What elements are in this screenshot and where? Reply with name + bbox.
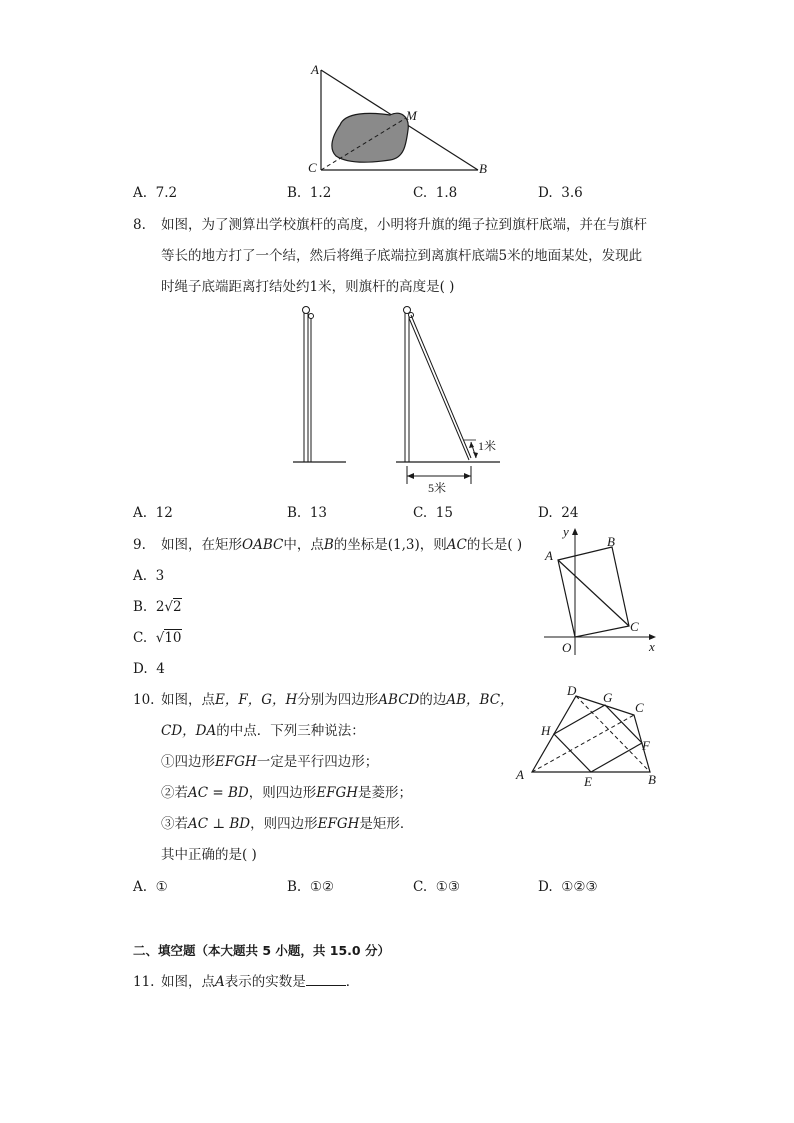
option-value: 7.2 bbox=[155, 185, 178, 201]
label-e: E bbox=[584, 774, 592, 789]
pole-top-left bbox=[303, 307, 310, 314]
y-axis-arrow bbox=[572, 528, 578, 535]
q10-text: 若 bbox=[174, 785, 188, 801]
option-letter: B. bbox=[133, 599, 148, 615]
q11-text: 如图，点 bbox=[161, 974, 215, 990]
q10-number: 10. bbox=[133, 692, 155, 708]
option-value: 1.8 bbox=[435, 185, 458, 201]
q8-stem-line-3: 时绳子底端距离打结处约1米，则旗杆的高度是( ) bbox=[161, 279, 455, 295]
option-value: 12 bbox=[155, 505, 173, 521]
label-c: C bbox=[630, 619, 639, 634]
rope-right-b bbox=[409, 318, 469, 460]
figure-flagpole bbox=[288, 300, 518, 500]
q8-number: 8. bbox=[133, 217, 146, 233]
label-d: D bbox=[567, 683, 577, 698]
q10-quad-efgh: EFGH bbox=[215, 754, 257, 770]
option-value: 3.6 bbox=[561, 185, 583, 201]
q9-segment-ac: AC bbox=[446, 537, 467, 553]
option-letter: B. bbox=[287, 185, 302, 201]
label-b: B bbox=[479, 161, 487, 176]
q10-text: 的中点．下列三种说法： bbox=[216, 723, 365, 739]
q11-text: 表示的实数是 bbox=[224, 974, 306, 990]
q10-condition: AC = BD bbox=[188, 785, 249, 801]
q11-stem bbox=[161, 973, 359, 991]
pole-right bbox=[405, 312, 409, 462]
label-b: B bbox=[607, 534, 615, 549]
q7-option-d[interactable] bbox=[538, 184, 583, 202]
figure-triangle-pond bbox=[300, 60, 500, 180]
figure-rectangle-coords bbox=[538, 520, 663, 660]
option-letter: C. bbox=[413, 879, 428, 895]
q9-number: 9. bbox=[133, 537, 146, 553]
answer-blank[interactable] bbox=[306, 973, 346, 986]
section-title-fill-in: 二、填空题（本大题共 5 小题，共 15.0 分） bbox=[133, 943, 390, 958]
q10-quad-efgh: EFGH bbox=[317, 816, 360, 832]
dim-head-right bbox=[464, 473, 471, 479]
q10-condition: AC ⊥ BD bbox=[188, 816, 251, 832]
option-letter: A. bbox=[133, 879, 148, 895]
circled-1: ① bbox=[161, 754, 175, 770]
q7-option-c[interactable] bbox=[413, 184, 457, 202]
q10-option-a[interactable] bbox=[133, 878, 168, 896]
q8-option-a[interactable] bbox=[133, 504, 173, 522]
q8-option-b[interactable] bbox=[287, 504, 327, 522]
option-value: ①③ bbox=[435, 879, 460, 895]
q10-option-d[interactable] bbox=[538, 878, 598, 896]
q9-option-d[interactable] bbox=[133, 660, 165, 678]
option-value: 4 bbox=[156, 661, 165, 677]
q10-statement-1 bbox=[161, 753, 378, 771]
sqrt-sign: √ bbox=[155, 630, 165, 646]
q10-option-c[interactable] bbox=[413, 878, 460, 896]
label-c: C bbox=[308, 160, 317, 175]
option-letter: D. bbox=[538, 185, 553, 201]
q10-stem-line-2 bbox=[161, 722, 365, 740]
pole-left bbox=[304, 312, 308, 462]
q11-point-a: A bbox=[215, 974, 225, 990]
figure-quadrilateral bbox=[510, 682, 665, 794]
label-x: x bbox=[649, 639, 655, 654]
q8-stem-line-2: 等长的地方打了一个结，然后将绳子底端拉到离旗杆底端5米的地面某处，发现此 bbox=[161, 248, 643, 264]
sqrt-sign: √ bbox=[164, 599, 174, 615]
q10-text: 的边 bbox=[419, 692, 447, 708]
option-value: 24 bbox=[561, 505, 579, 521]
q10-quad: ABCD bbox=[378, 692, 420, 708]
q10-text: 一定是平行四边形； bbox=[256, 754, 379, 770]
q10-text: 分别为四边形 bbox=[297, 692, 379, 708]
dim-head-left bbox=[407, 473, 414, 479]
option-value: 15 bbox=[435, 505, 453, 521]
option-radicand: 10 bbox=[164, 630, 182, 646]
q8-option-c[interactable] bbox=[413, 504, 453, 522]
q10-points: E，F，G，H bbox=[215, 692, 298, 708]
q9-stem bbox=[161, 536, 522, 554]
circled-3: ③ bbox=[161, 816, 175, 832]
q10-edges: AB，BC， bbox=[446, 692, 514, 708]
q9-point-b: B bbox=[323, 537, 334, 553]
q10-text: 是矩形． bbox=[359, 816, 414, 832]
option-value: 3 bbox=[155, 568, 165, 584]
option-value: 13 bbox=[309, 505, 327, 521]
q10-option-b[interactable] bbox=[287, 878, 334, 896]
q8-stem-line-1: 如图，为了测算出学校旗杆的高度，小明将升旗的绳子拉到旗杆底端，并在与旗杆 bbox=[161, 217, 647, 233]
q9-rect-name: OABC bbox=[242, 537, 284, 553]
option-value: 1.2 bbox=[309, 185, 332, 201]
q10-statement-3 bbox=[161, 815, 413, 833]
label-a: A bbox=[545, 548, 553, 563]
pond-shape bbox=[332, 113, 408, 162]
option-letter: C. bbox=[133, 630, 148, 646]
option-letter: A. bbox=[133, 568, 148, 584]
q11-number: 11. bbox=[133, 974, 155, 990]
option-value: ① bbox=[155, 879, 168, 895]
option-letter: D. bbox=[133, 661, 148, 677]
label-a: A bbox=[516, 767, 524, 782]
option-letter: A. bbox=[133, 185, 148, 201]
q9-stem-text: 的长是( ) bbox=[466, 537, 523, 553]
label-c: C bbox=[635, 700, 644, 715]
q10-stem-line-1 bbox=[161, 691, 514, 709]
option-letter: C. bbox=[413, 505, 428, 521]
q9-option-a[interactable] bbox=[133, 567, 164, 585]
q9-stem-text: 中，点 bbox=[283, 537, 324, 553]
label-a: A bbox=[311, 62, 319, 77]
q7-option-b[interactable] bbox=[287, 184, 331, 202]
q9-option-b[interactable] bbox=[133, 598, 182, 616]
label-5m: 5米 bbox=[428, 481, 447, 495]
q10-text: ，则四边形 bbox=[248, 785, 317, 801]
option-letter: D. bbox=[538, 505, 553, 521]
label-g: G bbox=[603, 690, 613, 705]
option-letter: B. bbox=[287, 879, 302, 895]
option-letter: B. bbox=[287, 505, 302, 521]
q10-text: ，则四边形 bbox=[250, 816, 318, 832]
circled-2: ② bbox=[161, 785, 175, 801]
option-value: ①②③ bbox=[561, 879, 598, 895]
q10-edges: CD，DA bbox=[161, 723, 217, 739]
q11-text: ． bbox=[345, 974, 360, 990]
q10-text: 是菱形； bbox=[358, 785, 412, 801]
option-value: ①② bbox=[309, 879, 335, 895]
label-f: F bbox=[642, 738, 650, 753]
option-letter: A. bbox=[133, 505, 148, 521]
label-y: y bbox=[563, 524, 569, 539]
q10-text: 若 bbox=[174, 816, 188, 832]
label-h: H bbox=[541, 723, 551, 738]
q7-option-a[interactable] bbox=[133, 184, 177, 202]
q9-option-c[interactable] bbox=[133, 629, 182, 647]
label-b: B bbox=[648, 772, 656, 787]
label-o: O bbox=[562, 640, 572, 655]
q10-quad-efgh: EFGH bbox=[316, 785, 358, 801]
q10-ask: 其中正确的是( ) bbox=[161, 847, 257, 863]
diagonal-ac bbox=[558, 560, 629, 626]
quad-efgh bbox=[554, 705, 642, 772]
arrow-1m-head-top bbox=[469, 442, 474, 448]
q9-stem-text: 如图，在矩形 bbox=[161, 537, 242, 553]
option-coefficient: 2 bbox=[155, 599, 165, 615]
option-letter: C. bbox=[413, 185, 428, 201]
rope-top-left bbox=[309, 314, 314, 319]
option-letter: D. bbox=[538, 879, 553, 895]
q10-statement-2 bbox=[161, 784, 412, 802]
q10-text: 四边形 bbox=[174, 754, 215, 770]
rope-right-a bbox=[411, 315, 471, 458]
q9-stem-text: 的坐标是(1,3)，则 bbox=[333, 537, 447, 553]
label-m: M bbox=[406, 108, 417, 123]
rectangle-oabc bbox=[558, 547, 629, 637]
option-radicand: 2 bbox=[173, 599, 182, 615]
q10-text: 如图，点 bbox=[161, 692, 215, 708]
label-1m: 1米 bbox=[478, 439, 497, 453]
